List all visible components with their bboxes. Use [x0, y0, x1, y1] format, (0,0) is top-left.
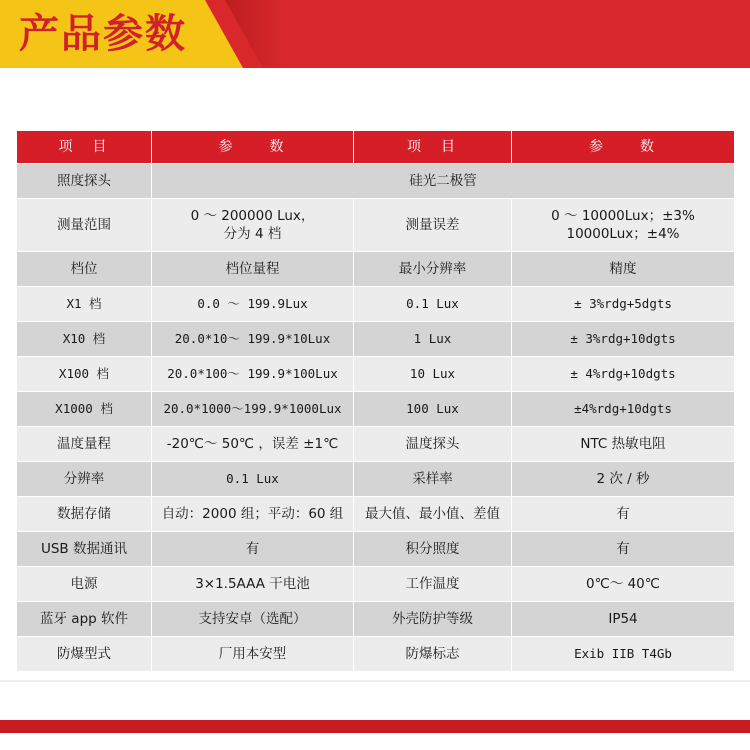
table-row	[17, 392, 735, 427]
cell-label: 测量范围	[17, 199, 152, 252]
cell-label: USB 数据通讯	[17, 532, 152, 567]
cell-label: 10 Lux	[354, 357, 512, 392]
banner-red-panel	[205, 0, 750, 68]
cell-value	[512, 199, 735, 252]
cell-value: 0.1 Lux	[152, 462, 354, 497]
cell-value: 硅光二极管	[152, 164, 735, 199]
cell-label: 积分照度	[354, 532, 512, 567]
cell-value: 0.0 ～ 199.9Lux	[152, 287, 354, 322]
cell-value: Exib IIB T4Gb	[512, 637, 735, 672]
cell-value: 支持安卓（选配）	[152, 602, 354, 637]
header-banner	[0, 0, 750, 68]
table-row	[17, 199, 735, 252]
cell-label: 防爆标志	[354, 637, 512, 672]
cell-label: 照度探头	[17, 164, 152, 199]
cell-value: 0℃～ 40℃	[512, 567, 735, 602]
cell-label: 温度探头	[354, 427, 512, 462]
cell-value: 3×1.5AAA 干电池	[152, 567, 354, 602]
cell-label: 最大值、最小值、差值	[354, 497, 512, 532]
table-row	[17, 567, 735, 602]
cell-value: 20.0*1000～199.9*1000Lux	[152, 392, 354, 427]
cell-label: 0.1 Lux	[354, 287, 512, 322]
table-row	[17, 322, 735, 357]
cell-value: 20.0*10～ 199.9*10Lux	[152, 322, 354, 357]
table-row	[17, 427, 735, 462]
cell-label: 测量误差	[354, 199, 512, 252]
cell-label: X1 档	[17, 287, 152, 322]
header-param-1: 参 数	[152, 131, 354, 164]
cell-label: X10 档	[17, 322, 152, 357]
header-param-2: 参 数	[512, 131, 735, 164]
header-item-2: 项 目	[354, 131, 512, 164]
cell-value: 厂用本安型	[152, 637, 354, 672]
page-title: 产品参数	[19, 11, 187, 57]
cell-line: 10000Lux；±4%	[566, 226, 680, 242]
cell-line: 0 ～ 10000Lux；±3%	[551, 208, 695, 224]
cell-label: 100 Lux	[354, 392, 512, 427]
cell-label: 工作温度	[354, 567, 512, 602]
cell-value: ± 3%rdg+5dgts	[512, 287, 735, 322]
table-row	[17, 462, 735, 497]
cell-label: X1000 档	[17, 392, 152, 427]
cell-label: 电源	[17, 567, 152, 602]
table-row	[17, 637, 735, 672]
cell-value: NTC 热敏电阻	[512, 427, 735, 462]
table-row	[17, 602, 735, 637]
cell-label: 1 Lux	[354, 322, 512, 357]
cell-value: 有	[512, 532, 735, 567]
cell-value: 自动：2000 组；平动：60 组	[152, 497, 354, 532]
table-row	[17, 287, 735, 322]
table-row	[17, 357, 735, 392]
cell-value: ±4%rdg+10dgts	[512, 392, 735, 427]
table-row	[17, 164, 735, 199]
cell-value: ± 3%rdg+10dgts	[512, 322, 735, 357]
cell-label: 采样率	[354, 462, 512, 497]
cell-value: 精度	[512, 252, 735, 287]
table-row	[17, 532, 735, 567]
cell-value: ± 4%rdg+10dgts	[512, 357, 735, 392]
cell-value: 档位量程	[152, 252, 354, 287]
table-row	[17, 497, 735, 532]
cell-value: 有	[512, 497, 735, 532]
cell-label: 数据存储	[17, 497, 152, 532]
cell-line: 0 ～ 200000 Lux，	[190, 208, 315, 224]
cell-value: 20.0*100～ 199.9*100Lux	[152, 357, 354, 392]
cell-value: 2 次 / 秒	[512, 462, 735, 497]
cell-line: 分为 4 档	[223, 226, 282, 242]
cell-value: 有	[152, 532, 354, 567]
cell-value: -20℃～ 50℃ ，误差 ±1℃	[152, 427, 354, 462]
table-row	[17, 252, 735, 287]
cell-label: 最小分辨率	[354, 252, 512, 287]
cell-value: IP54	[512, 602, 735, 637]
cell-label: 分辨率	[17, 462, 152, 497]
cell-label: 温度量程	[17, 427, 152, 462]
table-header-row	[17, 131, 735, 164]
cell-label: 蓝牙 app 软件	[17, 602, 152, 637]
spec-table	[16, 130, 735, 672]
cell-label: 外壳防护等级	[354, 602, 512, 637]
cell-label: X100 档	[17, 357, 152, 392]
cell-label: 档位	[17, 252, 152, 287]
cell-value	[152, 199, 354, 252]
cell-label: 防爆型式	[17, 637, 152, 672]
header-item-1: 项 目	[17, 131, 152, 164]
footer-bar	[0, 720, 750, 733]
footer-divider	[0, 680, 750, 682]
